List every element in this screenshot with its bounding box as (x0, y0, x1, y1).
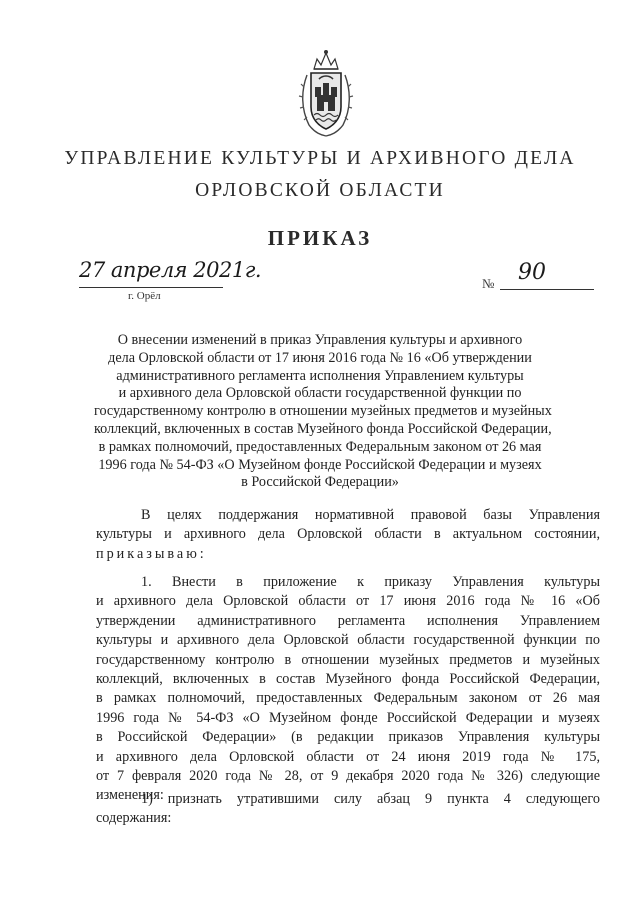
item-line: коллекций, включенных в состав Музейного фонда Российской Федерации, (96, 671, 600, 688)
order-word: приказываю: (96, 545, 207, 562)
preamble-paragraph (96, 506, 600, 564)
handwritten-number: 90 (518, 260, 546, 285)
agency-name-line2: ОРЛОВСКОЙ ОБЛАСТИ (195, 180, 445, 201)
document-type-heading: ПРИКАЗ (267, 226, 373, 250)
date-underline (79, 287, 223, 288)
number-sign: № (482, 276, 495, 291)
agency-name-line1: УПРАВЛЕНИЕ КУЛЬТУРЫ И АРХИВНОГО ДЕЛА (64, 148, 576, 169)
item-line: 1996 года № 54-ФЗ «О Музейном фонде Российской Федерации и музеях (96, 709, 600, 726)
item-line: культуры и архивного дела Орловской области государственной функции по (96, 632, 600, 649)
item-line: и архивного дела Орловской области от 24 июня 2019 года № 175, (96, 748, 600, 765)
item-line: и архивного дела Орловской области от 17 июня 2016 года № 16 «Об (96, 593, 600, 610)
title-line: государственному контролю в отношении музейных предметов и музейных (94, 403, 552, 420)
item-line: изменения: (96, 787, 164, 804)
title-line: и архивного дела Орловской области государственной функции по (118, 385, 522, 402)
coat-of-arms-emblem (297, 47, 355, 139)
preamble-line: культуры и архивного дела Орловской области в актуальном состоянии, (96, 526, 600, 543)
item-line: в Российской Федерации» (в редакции приказов Управления культуры (96, 729, 600, 746)
number-underline (500, 289, 594, 290)
city-label: г. Орёл (128, 290, 161, 302)
title-line: в рамках полномочий, предоставленных Федеральным законом от 26 мая (98, 438, 542, 455)
subitem-line: 1) признать утратившими силу абзац 9 пункта 4 следующего (141, 791, 600, 807)
item-1-paragraph (96, 573, 600, 806)
handwritten-date: 27 апреля 2021г. (79, 258, 261, 282)
title-line: дела Орловской области от 17 июня 2016 года № 16 «Об утверждении (108, 349, 532, 366)
subitem-line: содержания: (96, 810, 172, 827)
subitem-1-paragraph (96, 790, 600, 829)
title-line: О внесении изменений в приказ Управления культуры и архивного (117, 332, 523, 348)
item-line: утверждении административного регламента исполнения Управлением (96, 612, 600, 629)
title-line: в Российской Федерации» (241, 474, 399, 491)
order-title (94, 332, 552, 492)
item-line: 1. Внести в приложение к приказу Управления культуры (141, 574, 600, 590)
title-line: 1996 года № 54-ФЗ «О Музейном фонде Российской Федерации и музеях (98, 456, 542, 473)
item-line: от 7 февраля 2020 года № 28, от 9 декабря 2020 года № 326) следующие (96, 768, 600, 785)
item-line: государственному контролю в отношении музейных предметов и музейных (96, 651, 600, 668)
item-line: в рамках полномочий, предоставленных Федеральным законом от 26 мая (96, 690, 600, 707)
preamble-line: В целях поддержания нормативной правовой базы Управления (141, 507, 600, 523)
title-line: коллекций, включенных в состав Музейного фонда Российской Федерации, (94, 420, 552, 437)
title-line: административного регламента исполнения Управлением культуры (116, 367, 524, 384)
